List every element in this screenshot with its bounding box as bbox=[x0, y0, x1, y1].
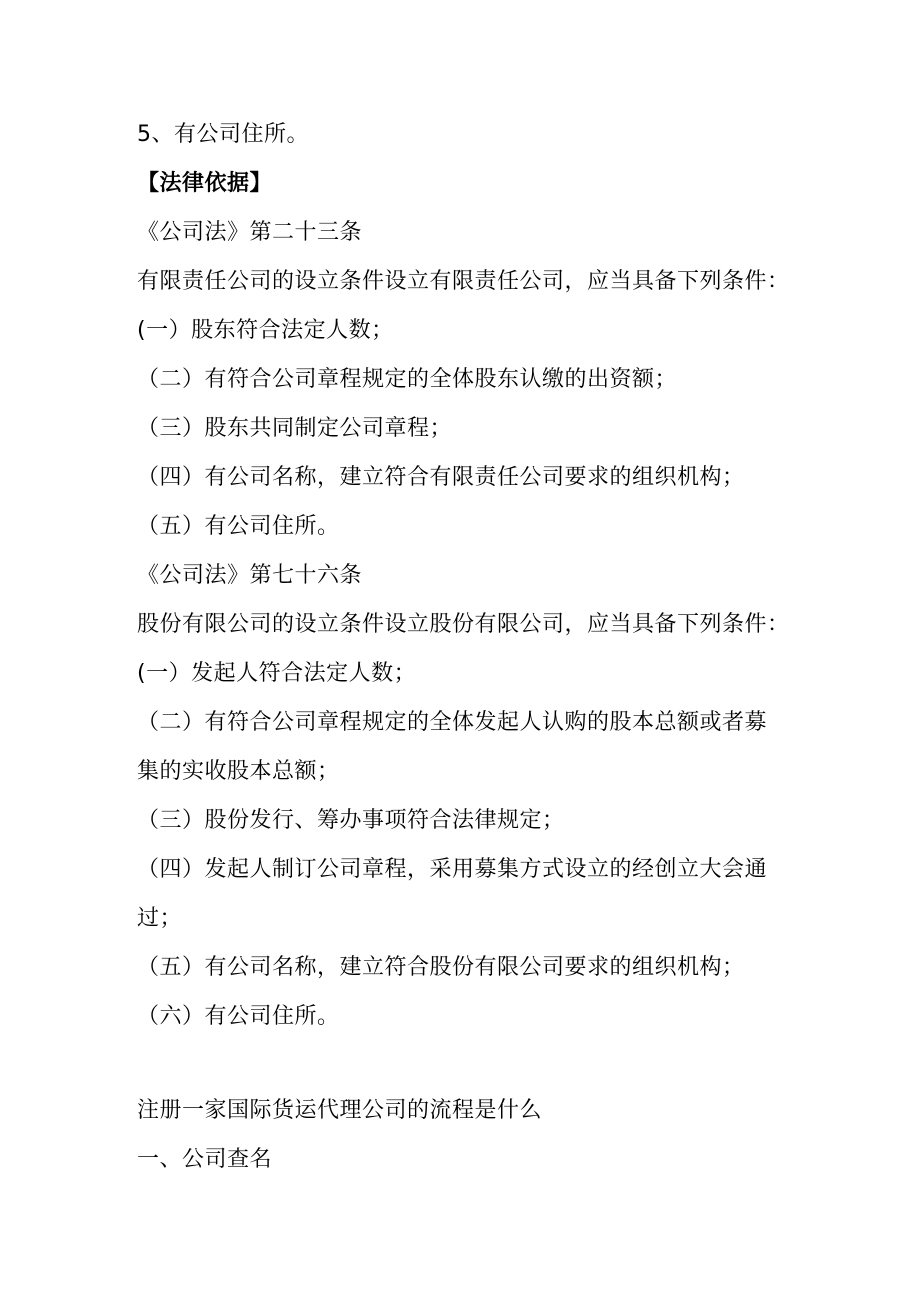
step-1-name-check: 一、公司查名 bbox=[137, 1147, 273, 1172]
llc-item-5: （五）有公司住所。 bbox=[137, 514, 340, 539]
list-item-5-residence: 5、有公司住所。 bbox=[137, 122, 309, 147]
section-heading-legal-basis: 【法律依据】 bbox=[137, 171, 273, 196]
jsc-item-4-line-1: （四）发起人制订公司章程，采用募集方式设立的经创立大会通 bbox=[137, 857, 768, 882]
paragraph-llc-conditions: 有限责任公司的设立条件设立有限责任公司，应当具备下列条件： bbox=[137, 269, 790, 294]
llc-item-1: (一）股东符合法定人数； bbox=[137, 318, 394, 343]
jsc-item-1: (一）发起人符合法定人数； bbox=[137, 661, 417, 686]
article-title-23: 《公司法》第二十三条 bbox=[137, 220, 363, 245]
jsc-item-2-line-2: 集的实收股本总额； bbox=[137, 759, 340, 784]
llc-item-4: （四）有公司名称，建立符合有限责任公司要求的组织机构； bbox=[137, 465, 745, 490]
jsc-item-4-line-2: 过； bbox=[137, 906, 183, 931]
jsc-item-6: （六）有公司住所。 bbox=[137, 1004, 340, 1029]
paragraph-jsc-conditions: 股份有限公司的设立条件设立股份有限公司，应当具备下列条件： bbox=[137, 612, 790, 637]
article-title-76: 《公司法》第七十六条 bbox=[137, 563, 363, 588]
jsc-item-3: （三）股份发行、筹办事项符合法律规定； bbox=[137, 808, 565, 833]
jsc-item-2-line-1: （二）有符合公司章程规定的全体发起人认购的股本总额或者募 bbox=[137, 710, 768, 735]
llc-item-2: （二）有符合公司章程规定的全体股东认缴的出资额； bbox=[137, 367, 678, 392]
section-title-registration-process: 注册一家国际货运代理公司的流程是什么 bbox=[137, 1098, 543, 1123]
jsc-item-5: （五）有公司名称，建立符合股份有限公司要求的组织机构； bbox=[137, 955, 745, 980]
llc-item-3: （三）股东共同制定公司章程； bbox=[137, 416, 453, 441]
